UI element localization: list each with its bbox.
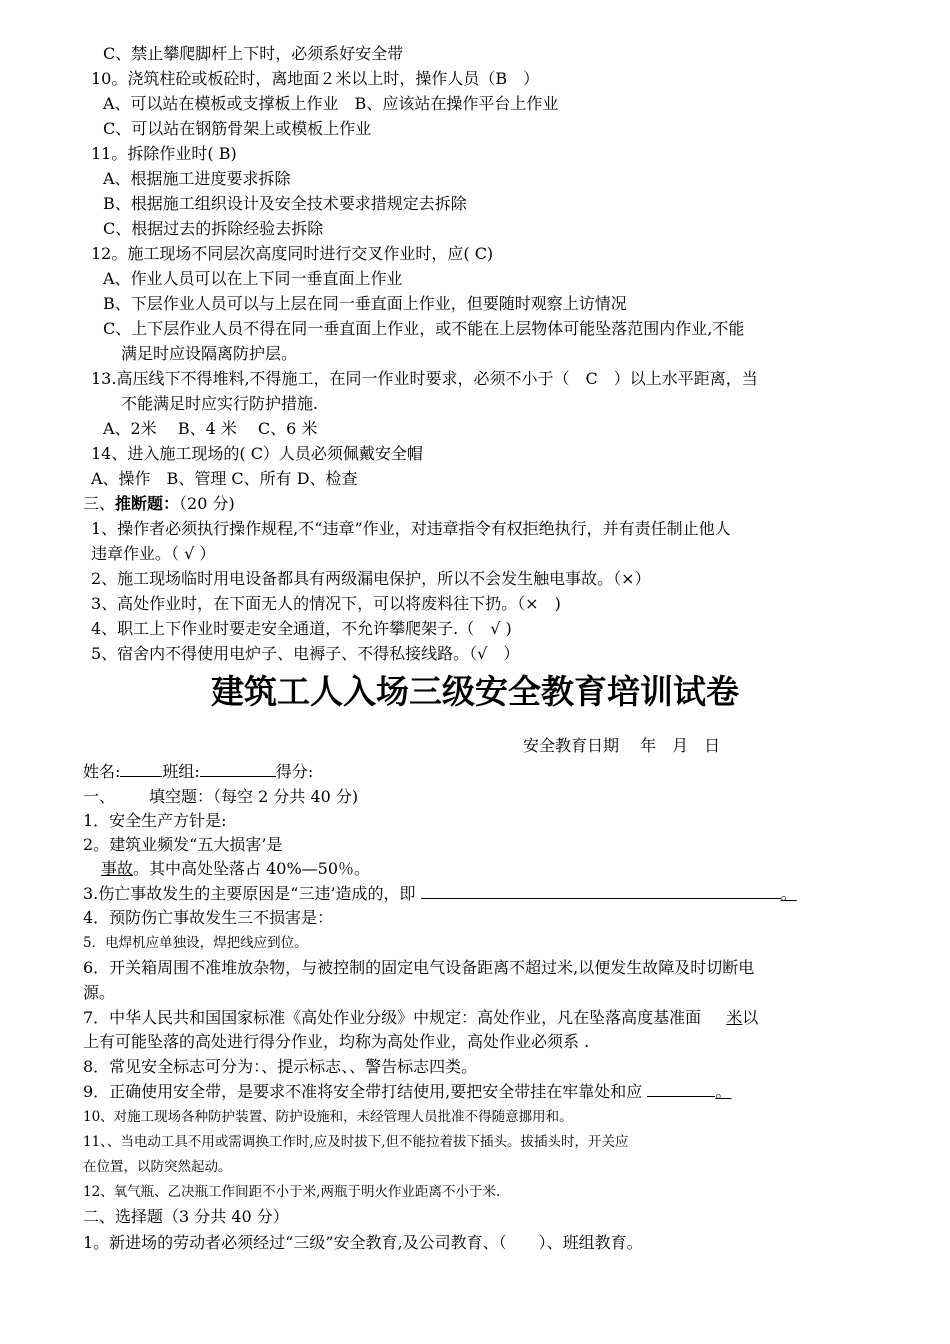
- section-title: 填空题：（每空 2 分共 40 分): [149, 787, 359, 806]
- choice-line: C、禁止攀爬脚杆上下时，必须系好安全带: [103, 44, 404, 63]
- group-field[interactable]: [200, 762, 276, 777]
- judge-line: 5、宿舍内不得使用电炉子、电褥子、不得私接线路。（√ ）: [91, 644, 520, 663]
- filled-answer: 事故: [101, 859, 134, 878]
- fill-question: 5．电焊机应单独设，焊把线应到位。: [83, 935, 308, 951]
- fill-question-cont: 上有可能坠落的高处进行得分作业，均称为高处作业，高处作业必须系 .: [83, 1032, 590, 1051]
- section-number: 三、: [83, 494, 116, 513]
- choice-question: 1。新进场的劳动者必须经过“三级”安全教育,及公司教育、（ ）、班组教育。: [83, 1233, 643, 1252]
- fill-question: 2。建筑业频发“五大损害’是: [83, 835, 283, 854]
- fill-question: 1．安全生产方针是:: [83, 811, 227, 830]
- score-label: 得分:: [275, 762, 314, 781]
- choice-line-cont: 满足时应设隔离防护层。: [121, 344, 298, 363]
- section-points: （20 分): [179, 494, 235, 513]
- choice-line: A、操作 B、管理 C、所有 D、检查: [91, 469, 358, 488]
- judge-line: 4、职工上下作业时要走安全通道，不允许攀爬架子.（ √ ): [91, 619, 512, 638]
- date-line: 安全教育日期 年 月 日: [523, 736, 721, 755]
- section-heading: 二、选择题（3 分共 40 分）: [83, 1207, 289, 1226]
- fill-question: 8．常见安全标志可分为：、提示标志、、警告标志四类。: [83, 1057, 478, 1076]
- fill-question: 6．开关箱周围不准堆放杂物，与被控制的固定电气设备距离不超过米,以便发生故障及时切断电: [83, 958, 755, 977]
- choice-line: B、根据施工组织设计及安全技术要求措规定去拆除: [103, 194, 467, 213]
- exam-title: 建筑工人入场三级安全教育培训试卷: [211, 672, 739, 711]
- answer-blank[interactable]: [647, 1082, 715, 1097]
- choice-line: A、根据施工进度要求拆除: [103, 169, 291, 188]
- fill-question: 10、对施工现场各种防护装置、防护设施和，未经管理人员批准不得随意挪用和。: [83, 1109, 573, 1125]
- choice-line: C、根据过去的拆除经验去拆除: [103, 219, 324, 238]
- fill-question-cont: 事故。其中高处坠落占 40%—50％。: [101, 859, 371, 878]
- section-heading: [83, 494, 235, 514]
- judge-line: 3、高处作业时，在下面无人的情况下，可以将废料往下扔。（× ): [91, 594, 561, 613]
- answer-blank[interactable]: [421, 884, 781, 899]
- fill-question: 11、、当电动工具不用或需调换工作时,应及时拔下,但不能拉着拔下插头。拔插头时，开关应: [83, 1134, 629, 1150]
- fill-question-cont: 源。: [83, 983, 116, 1002]
- question-line: 11。拆除作业时( B): [91, 144, 237, 163]
- group-label: 班组: [162, 762, 195, 781]
- question-line: 10。浇筑柱砼或板砼时，离地面２米以上时，操作人员（B ）: [91, 69, 540, 88]
- filled-answer: 米: [726, 1008, 743, 1027]
- fill-question: 9．正确使用安全带，是要求不准将安全带打结使用,要把安全带挂在牢靠处和应 。: [83, 1082, 732, 1101]
- fill-question-cont: 在位置，以防突然起动。: [83, 1159, 232, 1175]
- choice-line: B、下层作业人员可以与上层在同一垂直面上作业，但要随时观察上访情况: [103, 294, 627, 313]
- question-line: 14、进入施工现场的( C）人员必须佩戴安全帽: [91, 444, 423, 463]
- section-number: 一、: [83, 787, 116, 806]
- judge-line: 1、操作者必须执行操作规程,不“违章”作业，对违章指令有权拒绝执行，并有责任制止他人: [91, 519, 731, 538]
- fill-question: 12、氧气瓶、乙决瓶工作间距不小于米,两瓶于明火作业距离不小于米.: [83, 1184, 501, 1200]
- choice-line: C、可以站在钢筋骨架上或模板上作业: [103, 119, 372, 138]
- choice-line: A、作业人员可以在上下同一垂直面上作业: [103, 269, 403, 288]
- section-heading: [83, 787, 358, 807]
- fill-question: 4．预防伤亡事故发生三不损害是：: [83, 908, 334, 927]
- question-line: 12。施工现场不同层次高度同时进行交叉作业时，应( C): [91, 244, 494, 263]
- question-line: 13.高压线下不得堆料,不得施工，在同一作业时要求，必须不小于（ C ）以上水平距离，当: [91, 369, 758, 388]
- fill-question: 7．中华人民共和国国家标准《高处作业分级》中规定：高处作业，凡在坠落高度基准面 米以: [83, 1008, 759, 1027]
- choice-line: A、可以站在模板或支撑板上作业 B、应该站在操作平台上作业: [103, 94, 559, 113]
- judge-line: 2、施工现场临时用电设备都具有两级漏电保护，所以不会发生触电事故。（×）: [91, 569, 651, 588]
- choice-line: C、上下层作业人员不得在同一垂直面上作业，或不能在上层物体可能坠落范围内作业,不能: [103, 319, 745, 338]
- name-field[interactable]: [120, 762, 162, 777]
- header-fields: 姓名: 班组: 得分:: [83, 762, 314, 781]
- question-line-cont: 不能满足时应实行防护措施.: [121, 394, 319, 413]
- section-title: 推断题：: [115, 494, 180, 513]
- name-label: 姓名: [83, 762, 116, 781]
- judge-line-cont: 违章作业。（ √ ）: [91, 544, 216, 563]
- fill-question: 3.伤亡事故发生的主要原因是“三违’造成的，即 。: [83, 884, 797, 903]
- choice-line: A、2米 B、4 米 C、6 米: [103, 419, 318, 438]
